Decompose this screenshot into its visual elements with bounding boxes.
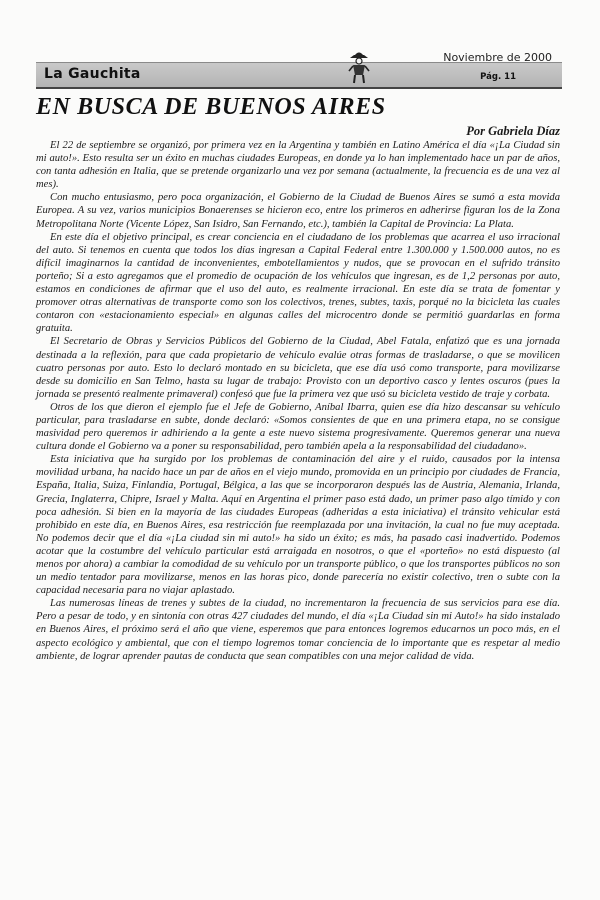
- gaucho-figure-icon: [346, 49, 372, 85]
- page-number: Pág. 11: [480, 72, 516, 82]
- article-paragraph: El Secretario de Obras y Servicios Públicos del Gobierno de la Ciudad, Abel Fatala, enfatizó que es una jornada destinada a la reflexión, para que cada propietario de vehículo evalúe otras formas de trasladarse, o que se movilicen cuatro personas por auto. Esto lo declaró montado en su bicicleta, que ese día usó como transporte, para movilizarse desde su domicilio en San Telmo, hasta su lugar de trabajo: Provisto con un deportivo casco y lentes oscuros (pues la jornada se presentó realmente primaveral) confesó que fue la primera vez que usó su bicicleta vestido de traje y corbata.: [36, 336, 560, 400]
- article-title: EN BUSCA DE BUENOS AIRES: [36, 94, 386, 120]
- masthead-bar: [36, 51, 562, 89]
- article-paragraph: En este día el objetivo principal, es crear conciencia en el ciudadano de los problemas que acarrea el uso irracional del auto. Si tenemos en cuenta que todos los días ingresan a Capital Federal entre 1.300.000 y 1.500.000 autos, no es difícil imaginarnos la cantidad de inconvenientes, embotellamientos y nudos, que se provocan en el sufrido tránsito porteño; Si a esto agregamos que el promedio de ocupación de los vehículos que ingresan, es de 1,2 personas por auto, estamos en condiciones de afirmar que el uso del auto, es realmente irracional. En este día se trata de fomentar y promover otras alternativas de transporte como son los colectivos, trenes, subtes, taxis, porqué no la bicicleta las cuales contaron con «estacionamiento especial» en algunas calles del microcentro donde se permitió guardarlas en forma gratuita.: [36, 231, 560, 335]
- article-paragraph: El 22 de septiembre se organizó, por primera vez en la Argentina y también en Latino América el día «¡La Ciudad sin mi auto!». Esto resulta ser un éxito en muchas ciudades Europeas, en donde ya lo han implementado hace un par de años, con tanta adhesión en Italia, que se pretende organizarlo una vez por semana (actualmente, la frecuencia es de una vez al mes).: [36, 140, 560, 191]
- article-body: [36, 139, 560, 663]
- article-byline: Por Gabriela Díaz: [466, 124, 560, 138]
- article-paragraph: Esta iniciativa que ha surgido por los problemas de contaminación del aire y el ruido, causados por la intensa movilidad urbana, ha nacido hace un par de años en el viejo mundo, promovida en un principio por ciudades de Francia, España, Italia, Suiza, Finlandia, Portugal, Bélgica, a las que se incorporaron después las de Austria, Alemania, Irlanda, Grecia, Inglaterra, Chipre, Israel y Malta. Aquí en Argentina el primer paso está dado, un primer paso algo tímido y con poca adhesión. Si bien en la mayoría de las ciudades Europeas (adheridas a esta iniciativa) el tránsito vehicular está prohibido en este día, en Buenos Aires, esa restricción fue reemplazada por una invitación, la cual no fue muy aceptada. No podemos decir que el día «¡La ciudad sin mi auto!» ha sido un éxito; es más, ha pasado casi inadvertido. Podemos acotar que la costumbre del vehículo particular está arraigada en nosotros, o que el «porteño» no está dispuesto (al menos por ahora) a cambiar la comodidad de su vehículo por un transporte público, o que los transportes públicos no son un medio tentador para movilizarse, menos en las horas pico, donde parecería no existir colectivo, tren o subte con la capacidad necesaria para no viajar aplastado.: [36, 454, 560, 597]
- issue-date: Noviembre de 2000: [443, 51, 552, 64]
- article-paragraph: Otros de los que dieron el ejemplo fue el Jefe de Gobierno, Aníbal Ibarra, quien ese día hizo descansar su vehículo particular, para trasladarse en subte, donde declaró: «Somos consientes de que en una primera etapa, no se consigue masividad pero queremos ir adhiriendo a la gente a este nuevo sistema progresivamente. Queremos generar una nueva cultura donde el Gobierno va a poner su responsabilidad, pero también apela a la responsabilidad del ciudadano».: [36, 401, 560, 453]
- publication-name: La Gauchita: [44, 66, 141, 82]
- article-paragraph: Con mucho entusiasmo, pero poca organización, el Gobierno de la Ciudad de Buenos Aires se sumó a esta movida Europea. A su vez, varios municipios Bonaerenses se hicieron eco, entre los primeros en adherirse figuran los de la Zona Metropolitana Norte (Vicente López, San Isidro, San Fernando, etc.), también la Capital de Provincia: La Plata.: [36, 192, 560, 230]
- article-paragraph: Las numerosas líneas de trenes y subtes de la ciudad, no incrementaron la frecuencia de sus servicios para ese día. Pero a pesar de todo, y en sintonía con otras 427 ciudades del mundo, el día «¡La Ciudad sin mi Auto!» ha sido instalado en Buenos Aires, el próximo será el año que viene, esperemos que para entonces logremos educarnos un poco más, en el aspecto ecológico y ambiental, que con el tiempo logremos tomar conciencia de lo importante que es respetar al medio ambiente, de lograr aprender pautas de conducta que sean compatibles con una mejor calidad de vida.: [36, 598, 560, 662]
